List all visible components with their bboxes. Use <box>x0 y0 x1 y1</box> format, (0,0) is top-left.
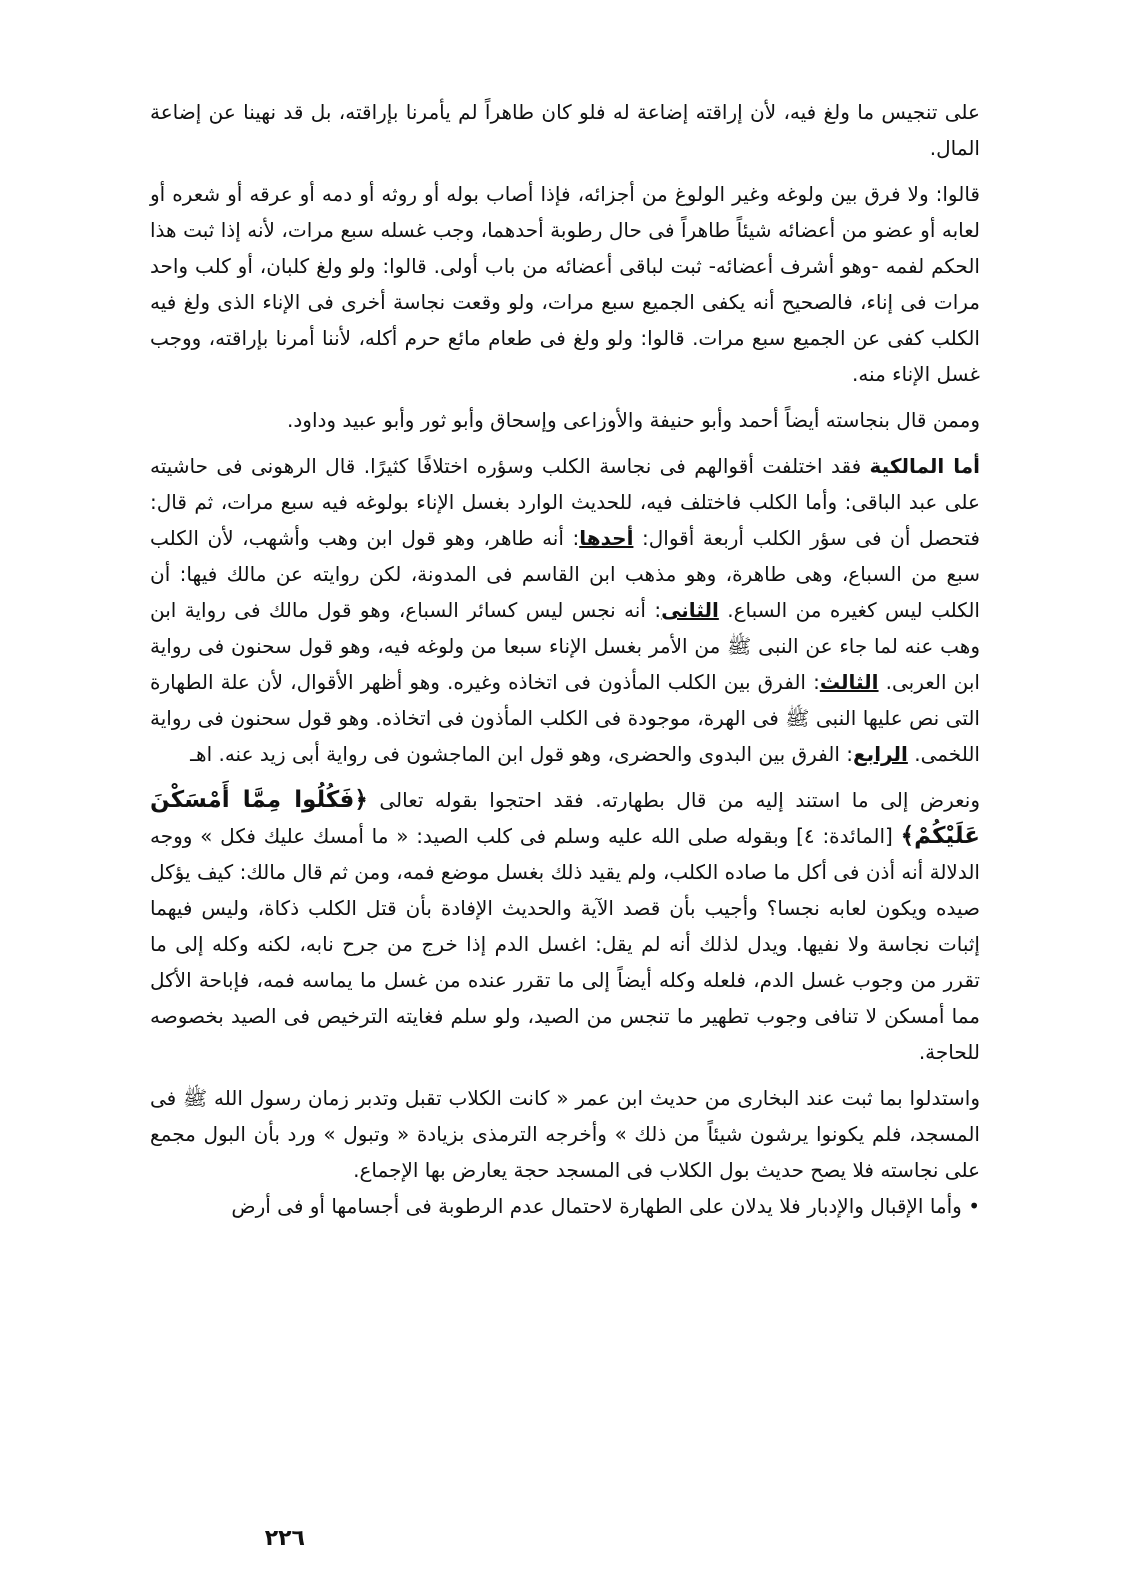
keyword-first: أحدها <box>579 526 634 550</box>
paragraph-7: • وأما الإقبال والإدبار فلا يدلان على الطهارة لاحتمال عدم الرطوبة فى أجسامها أو فى أرض <box>231 1194 980 1218</box>
paragraph-3: وممن قال بنجاسته أيضاً أحمد وأبو حنيفة والأوزاعى وإسحاق وأبو ثور وأبو عبيد وداود. <box>287 408 980 432</box>
paragraph-6: واستدلوا بما ثبت عند البخارى من حديث ابن عمر « كانت الكلاب تقبل وتدبر زمان رسول الله ﷺ فى المسجد، فلم يكونوا يرشون شيئاً من ذلك » وأخرجه الترمذى بزيادة « وتبول » ورد بأن البول مجمع على نجاسته فلا يصح حديث بول الكلاب فى المسجد حجة يعارض بها الإجماع. <box>150 1086 980 1182</box>
paragraph-5 <box>150 782 980 1070</box>
page-text-block <box>150 94 980 1234</box>
quran-verse: ﴿فَكُلُوا مِمَّا أَمْسَكْنَ عَلَيْكُمْ﴾ <box>150 787 980 849</box>
heading-malikiyya: أما المالكية <box>869 454 980 478</box>
paragraph-2: قالوا: ولا فرق بين ولوغه وغير الولوغ من أجزائه، فإذا أصاب بوله أو روثه أو دمه أو عرقه أو شعره أو لعابه أو عضو من أعضائه شيئاً طاهراً فى حال رطوبة أحدهما، وجب غسله سبع مرات، لأنه إذا ثبت هذا الحكم لفمه -وهو أشرف أعضائه- ثبت لباقى أعضائه من باب أولى. قالوا: ولو ولغ كلبان، أو كلب واحد مرات فى إناء، فالصحيح أنه يكفى الجميع سبع مرات، ولو وقعت نجاسة أخرى فى الإناء الذى ولغ فيه الكلب كفى عن الجميع سبع مرات. قالوا: ولو ولغ فى طعام مائع حرم أكله، لأننا أمرنا بإراقته، ووجب غسل الإناء منه. <box>150 182 980 386</box>
paragraph-4-text-5: : الفرق بين البدوى والحضرى، وهو قول ابن الماجشون فى رواية أبى زيد عنه. اهـ <box>190 742 854 766</box>
keyword-second: الثانى <box>661 598 719 622</box>
paragraph-4-text-2: : أنه طاهر، وهو قول ابن وهب وأشهب، لأن الكلب سبع من السباع، وهى طاهرة، وهو مذهب ابن القاسم فى المدونة، لكن روايته عن مالك فيها: أن الكلب ليس كغيره من السباع. <box>150 526 980 622</box>
page-number: ٢٢٦ <box>264 1526 305 1551</box>
keyword-fourth: الرابع <box>853 742 908 766</box>
keyword-third: الثالث <box>819 670 879 694</box>
paragraph-4-text-3: : أنه نجس ليس كسائر السباع، وهو قول مالك فى رواية ابن وهب عنه لما جاء عن النبى ﷺ من الأمر بغسل الإناء سبعا من ولوغه فيه، وهو قول سحنون فى رواية ابن العربى. <box>150 598 980 694</box>
paragraph-4 <box>150 448 980 772</box>
paragraph-1: على تنجيس ما ولغ فيه، لأن إراقته إضاعة له فلو كان طاهراً لم يأمرنا بإراقته، بل قد نهينا عن إضاعة المال. <box>150 100 980 160</box>
paragraph-5-text-2: [المائدة: ٤] وبقوله صلى الله عليه وسلم فى كلب الصيد: « ما أمسك عليك فكل » ووجه الدلالة أنه أذن فى أكل ما صاده الكلب، ولم يقيد ذلك بغسل موضع فمه، ومن ثم قال مالك: كيف يؤكل صيده ويكون لعابه نجسا؟ وأجيب بأن قصد الآية والحديث الإفادة بأن قتل الكلب ذكاة، وليس فيهما إثبات نجاسة ولا نفيها. ويدل لذلك أنه لم يقل: اغسل الدم إذا خرج من جرح نابه، لكنه وكله إلى ما تقرر من وجوب غسل الدم، فلعله وكله أيضاً إلى ما تقرر عنده من غسل ما يماسه فمه، فإباحة الأكل مما أمسكن لا تنافى وجوب تطهير ما تنجس من الصيد، ولو سلم فغايته الترخيص فى الصيد بخصوصه للحاجة. <box>150 824 980 1064</box>
paragraph-5-text-1: ونعرض إلى ما استند إليه من قال بطهارته. فقد احتجوا بقوله تعالى <box>367 788 980 812</box>
paragraph-4-text-1: فقد اختلفت أقوالهم فى نجاسة الكلب وسؤره اختلافًا كثيرًا. قال الرهونى فى حاشيته على عبد الباقى: وأما الكلب فاختلف فيه، للحديث الوارد بغسل الإناء بولوغه فيه سبع مرات، ثم قال: فتحصل أن فى سؤر الكلب أربعة أقوال: <box>150 454 980 550</box>
paragraph-4-text-4: : الفرق بين الكلب المأذون فى اتخاذه وغيره. وهو أظهر الأقوال، لأن علة الطهارة التى نص عليها النبى ﷺ فى الهرة، موجودة فى الكلب المأذون فى اتخاذه. وهو قول سحنون فى رواية اللخمى. <box>150 670 980 766</box>
